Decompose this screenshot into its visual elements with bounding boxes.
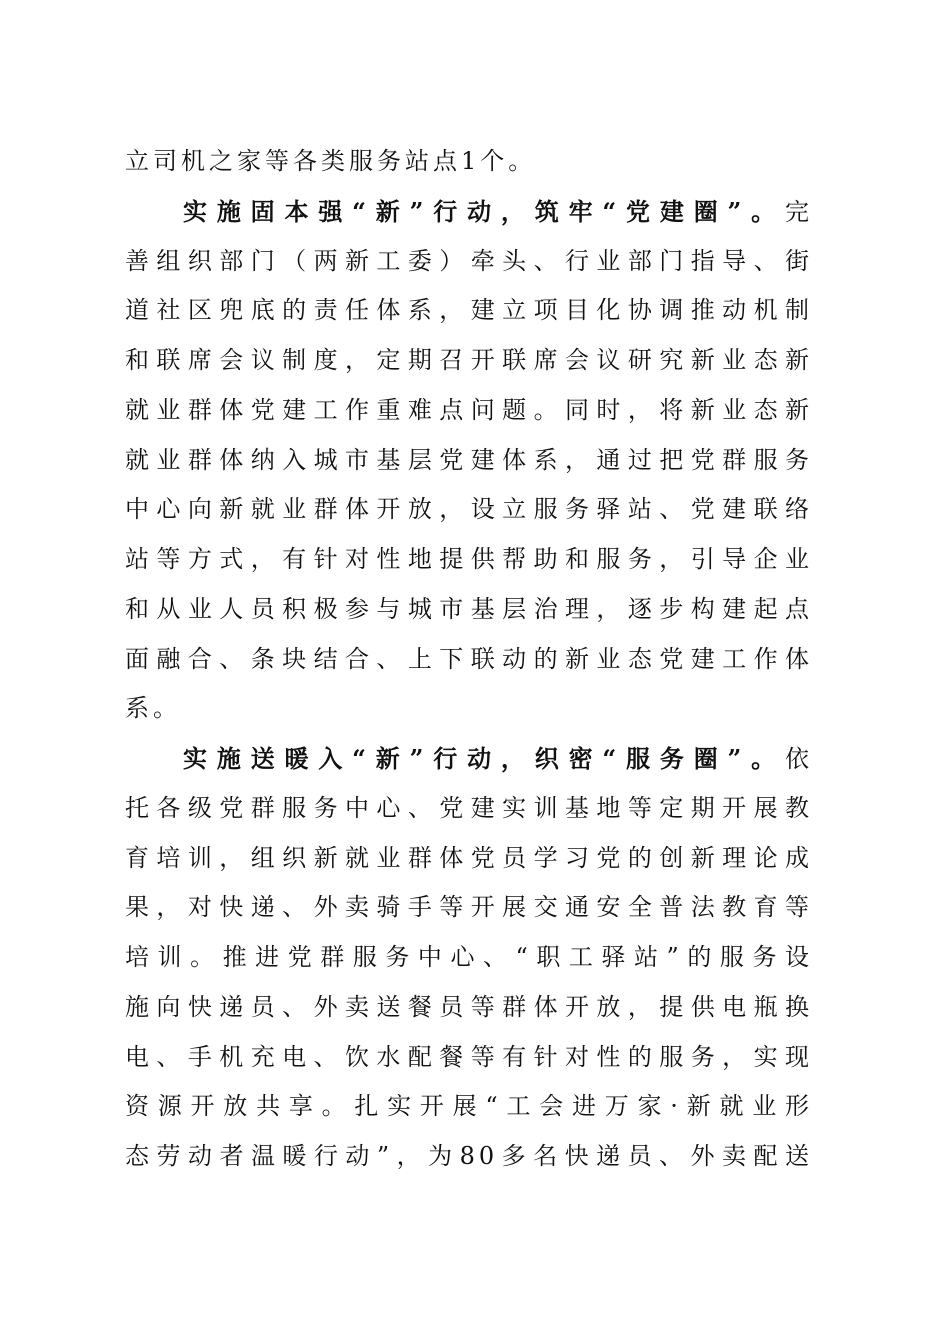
text-line: 和联席会议制度，定期召开联席会议研究新业态新 — [125, 346, 813, 374]
text-line: 面融合、条块结合、上下联动的新业态党建工作体 — [125, 644, 813, 673]
text-fragment: 依 — [785, 745, 813, 773]
text-line: 果，对快递、外卖骑手等开展交通安全普法教育等 — [125, 893, 813, 922]
text-line: 中心向新就业群体开放，设立服务驿站、党建联络 — [125, 495, 813, 524]
paragraph-heading: 实施固本强“新”行动，筑牢“党建圈”。 — [183, 196, 785, 226]
text-line: 培训。推进党群服务中心、“职工驿站”的服务设 — [125, 943, 813, 971]
text-line: 态劳动者温暖行动”，为80多名快递员、外卖配送 — [125, 1142, 813, 1170]
paragraph-continuation — [125, 137, 813, 187]
paragraph-party-building — [125, 187, 813, 734]
paragraph-service — [125, 734, 813, 1182]
text-line: 善组织部门（两新工委）牵头、行业部门指导、街 — [125, 246, 813, 275]
text-line: 道社区兜底的责任体系，建立项目化协调推动机制 — [125, 296, 813, 325]
text-fragment: 完 — [785, 197, 813, 226]
document-page — [125, 137, 813, 1182]
text-line: 系。 — [125, 694, 181, 723]
text-line — [125, 734, 813, 784]
text-line: 施向快递员、外卖送餐员等群体开放，提供电瓶换 — [125, 992, 813, 1021]
text-line: 托各级党群服务中心、党建实训基地等定期开展教 — [125, 793, 813, 822]
text-line: 育培训，组织新就业群体党员学习党的创新理论成 — [125, 843, 813, 872]
text-line: 电、手机充电、饮水配餐等有针对性的服务，实现 — [125, 1042, 813, 1071]
text-line: 就业群体党建工作重难点问题。同时，将新业态新 — [125, 395, 813, 424]
text-line — [125, 187, 813, 237]
paragraph-heading: 实施送暖入“新”行动，织密“服务圈”。 — [183, 744, 785, 773]
text-line: 立司机之家等各类服务站点1个。 — [125, 147, 537, 175]
text-line: 资源开放共享。扎实开展“工会进万家·新就业形 — [125, 1092, 813, 1121]
text-line: 就业群体纳入城市基层党建体系，通过把党群服务 — [125, 445, 813, 474]
text-line: 和从业人员积极参与城市基层治理，逐步构建起点 — [125, 594, 813, 623]
text-line: 站等方式，有针对性地提供帮助和服务，引导企业 — [125, 545, 813, 573]
